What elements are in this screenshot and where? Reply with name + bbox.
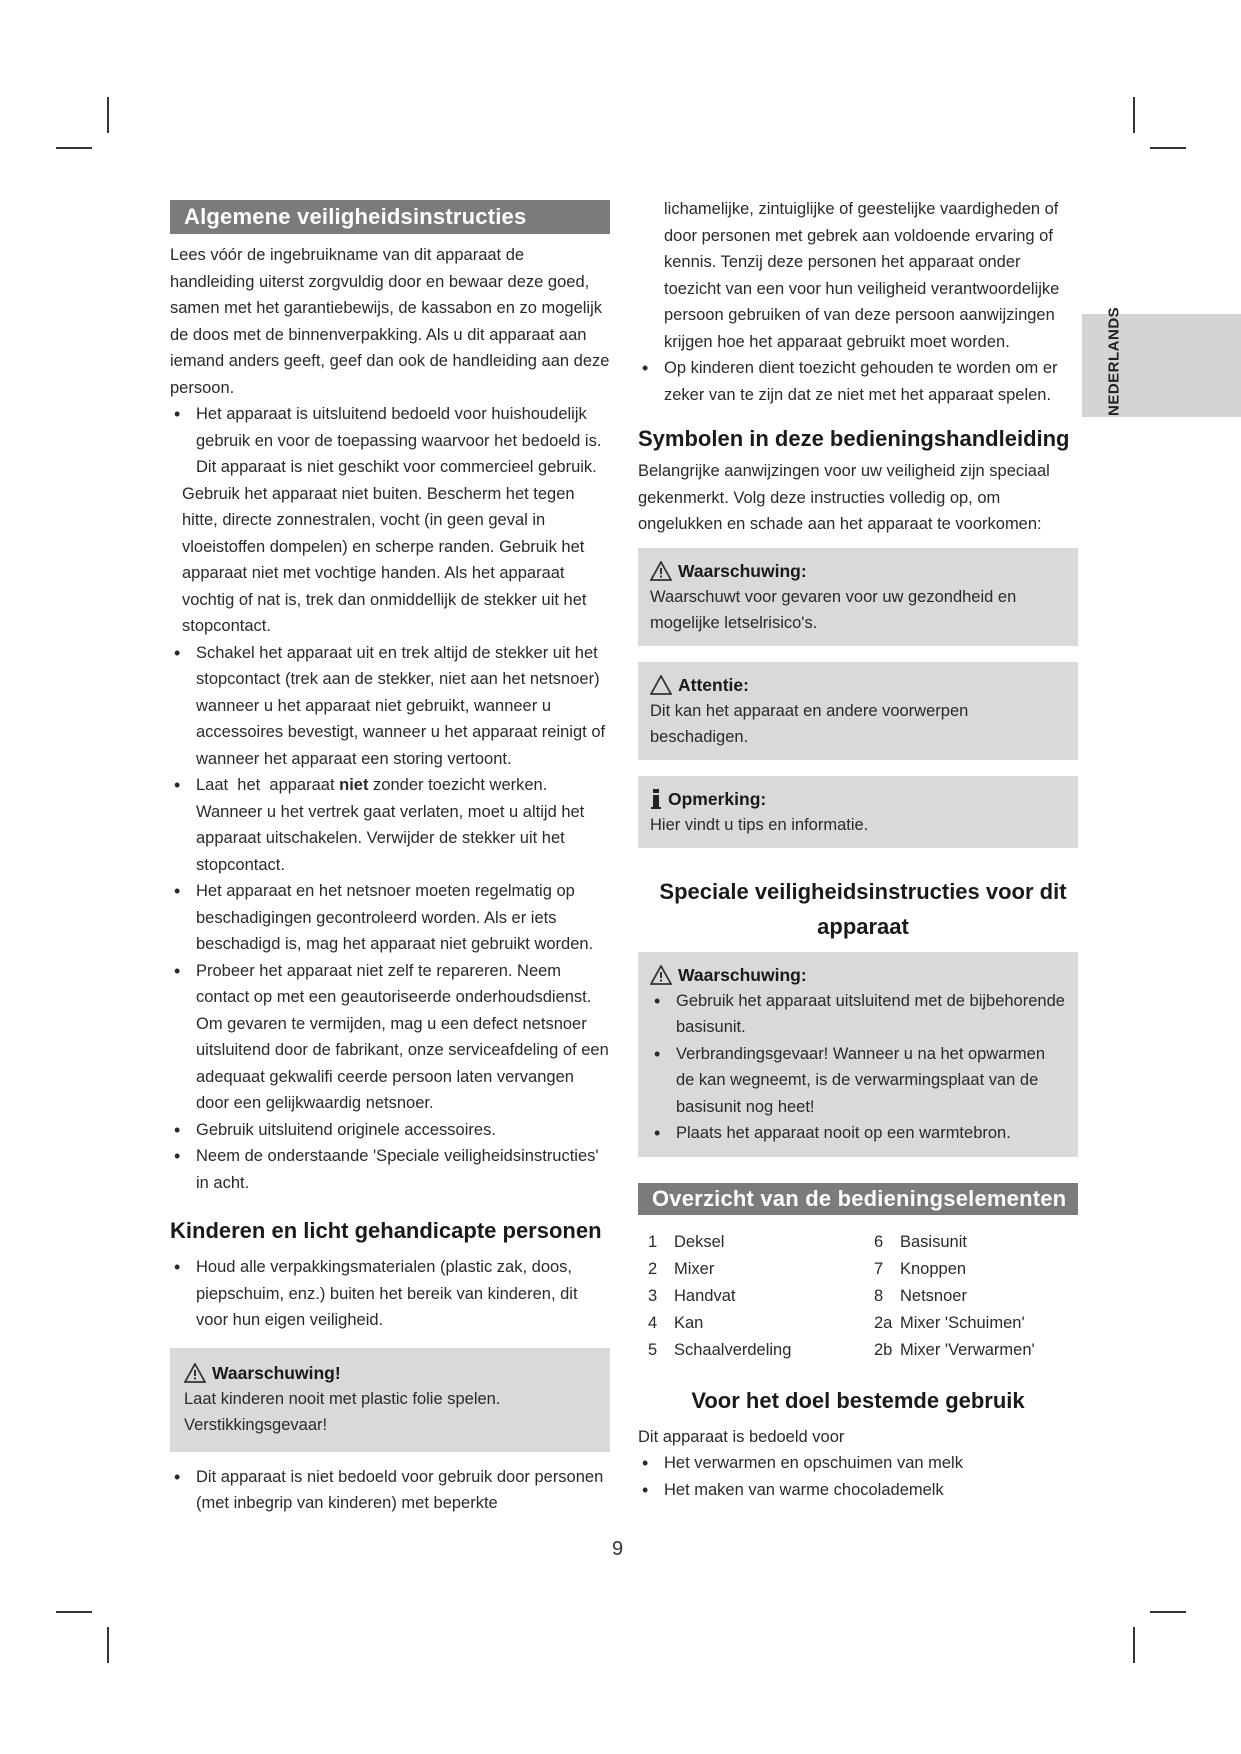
list-item: • Neem de onderstaande 'Speciale veiligheidsinstructies' in acht. bbox=[170, 1143, 610, 1196]
list-item: • Schakel het apparaat uit en trek altijd de stekker uit het stopcontact (trek aan de stekker, niet aan het netsnoer) wanneer u het apparaat niet gebruikt, wanneer u accessoires bevestigt, wanneer u het apparaat reinigt of wanneer het apparaat een storing vertoont. bbox=[170, 640, 610, 773]
children-list bbox=[170, 1254, 610, 1334]
overview-number: 3 bbox=[648, 1286, 658, 1305]
overview-number: 2 bbox=[648, 1259, 658, 1278]
list-item: • Het apparaat is uitsluitend bedoeld voor huishoudelijk gebruik en voor de toepassing waarvoor het bedoeld is. Dit apparaat is niet geschikt voor commercieel gebruik. bbox=[170, 401, 610, 481]
list-item bbox=[170, 772, 610, 878]
crop-mark bbox=[1150, 1611, 1186, 1613]
special-warning-box bbox=[638, 952, 1078, 1157]
overview-number: 7 bbox=[874, 1259, 884, 1278]
attention-title: Attentie: bbox=[678, 674, 749, 695]
warning-box bbox=[638, 548, 1078, 646]
warning-triangle-icon bbox=[650, 561, 672, 581]
overview-label: Netsnoer bbox=[900, 1286, 967, 1305]
warning-title-row bbox=[650, 962, 1066, 988]
list-item: • Verbrandingsgevaar! Wanneer u na het opwarmen de kan wegneemt, is de verwarmingsplaat van de basisunit nog heet! bbox=[650, 1041, 1066, 1121]
list-item: • Plaats het apparaat nooit op een warmtebron. bbox=[650, 1120, 1066, 1147]
note-title: Opmerking: bbox=[668, 788, 767, 809]
crop-mark bbox=[107, 1627, 109, 1663]
right-column bbox=[638, 196, 1078, 1503]
warning-text: Waarschuwt voor gevaren voor uw gezondheid en mogelijke letselrisico's. bbox=[650, 587, 1017, 632]
safety-list bbox=[170, 401, 610, 481]
list-item: • Het apparaat en het netsnoer moeten regelmatig op beschadigingen gecontroleerd worden. Als er iets beschadigd is, mag het apparaat niet gebruikt worden. bbox=[170, 878, 610, 958]
warning-triangle-icon bbox=[184, 1363, 206, 1383]
special-safety-heading: Speciale veiligheidsinstructies voor dit apparaat bbox=[659, 878, 1067, 939]
warning-title-row bbox=[184, 1360, 596, 1386]
outside-paragraph: Gebruik het apparaat niet buiten. Bescherm het tegen hitte, directe zonnestralen, vocht (in geen geval in vloeistoffen dompelen) en scherpe randen. Gebruik het apparaat niet met vochtige handen. Als het apparaat vochtig of nat is, trek dan onmiddellijk de stekker uit het stopcontact. bbox=[182, 484, 587, 635]
children-heading: Kinderen en licht gehandicapte personen bbox=[170, 1218, 602, 1243]
symbols-intro: Belangrijke aanwijzingen voor uw veiligheid zijn speciaal gekenmerkt. Volg deze instructies volledig op, om ongelukken en schade aan het apparaat te voorkomen: bbox=[638, 462, 1050, 533]
safety-list bbox=[170, 640, 610, 1197]
overview-label: Basisunit bbox=[900, 1232, 967, 1251]
general-safety-heading: Algemene veiligheidsinstructies bbox=[170, 200, 610, 234]
attention-title-row bbox=[650, 672, 1066, 698]
note-box bbox=[638, 776, 1078, 848]
continuation-paragraph: lichamelijke, zintuiglijke of geestelijke vaardigheden of door personen met gebrek aan voldoende ervaring of kennis. Tenzij deze personen het apparaat onder toezicht van een voor hun veiligheid verantwoordelijke persoon gebruiken of van deze persoon aanwijzingen krijgen hoe het apparaat gebruikt moet worden. bbox=[664, 200, 1060, 351]
list-item: • Probeer het apparaat niet zelf te repareren. Neem contact op met een geautoriseerde onderhoudsdienst. Om gevaren te vermijden, mag u een defect netsnoer uitsluitend door de fabrikant, onze serviceafdeling of een adequaat gekwalifi ceerde persoon laten vervangen door een gelijkwaardig netsnoer. bbox=[170, 958, 610, 1117]
overview-number: 5 bbox=[648, 1340, 658, 1359]
language-tab-label: NEDERLANDS bbox=[1105, 306, 1123, 416]
warning-triangle-icon bbox=[650, 965, 672, 985]
overview-label: Mixer 'Verwarmen' bbox=[900, 1340, 1035, 1359]
intended-use-heading: Voor het doel bestemde gebruik bbox=[691, 1387, 1025, 1413]
list-item-text: zonder toezicht werken. Wanneer u het vertrek gaat verlaten, moet u altijd het apparaat uitschakelen. Verwijder de stekker uit het stopcontact. bbox=[196, 776, 585, 874]
list-item: • Gebruik uitsluitend originele accessoires. bbox=[170, 1117, 610, 1144]
overview-label: Handvat bbox=[674, 1286, 736, 1305]
warning-title: Waarschuwing: bbox=[678, 964, 807, 985]
overview-number: 6 bbox=[874, 1232, 884, 1251]
left-column bbox=[170, 200, 610, 1517]
symbols-heading: Symbolen in deze bedieningshandleiding bbox=[638, 426, 1070, 451]
crop-mark bbox=[107, 97, 109, 133]
attention-triangle-icon bbox=[650, 675, 672, 695]
warning-title: Waarschuwing! bbox=[212, 1362, 341, 1383]
list-item: • Houd alle verpakkingsmaterialen (plastic zak, doos, piepschuim, enz.) buiten het bereik van kinderen, dit voor hun eigen veiligheid. bbox=[170, 1254, 610, 1334]
overview-label: Deksel bbox=[674, 1232, 725, 1251]
intended-use-intro: Dit apparaat is bedoeld voor bbox=[638, 1427, 845, 1446]
language-tab bbox=[1082, 306, 1241, 417]
special-warning-list bbox=[650, 988, 1066, 1147]
crop-mark bbox=[1133, 1627, 1135, 1663]
overview-label: Mixer bbox=[674, 1259, 715, 1278]
overview-label: Knoppen bbox=[900, 1259, 967, 1278]
crop-mark bbox=[1133, 97, 1135, 133]
crop-mark bbox=[56, 1611, 92, 1613]
children-warning-box bbox=[170, 1348, 610, 1452]
info-icon bbox=[650, 788, 662, 810]
list-item: • Op kinderen dient toezicht gehouden te worden om er zeker van te zijn dat ze niet met het apparaat spelen. bbox=[638, 355, 1078, 408]
overview-grid bbox=[648, 1229, 1078, 1364]
note-title-row bbox=[650, 786, 1066, 812]
warning-text: Laat kinderen nooit met plastic folie spelen. Verstikkingsgevaar! bbox=[184, 1389, 501, 1434]
list-item: • Dit apparaat is niet bedoeld voor gebruik door personen (met inbegrip van kinderen) met beperkte bbox=[170, 1464, 610, 1517]
overview-number: 2b bbox=[874, 1340, 893, 1359]
crop-mark bbox=[56, 147, 92, 149]
list-item: • Gebruik het apparaat uitsluitend met de bijbehorende basisunit. bbox=[650, 988, 1066, 1041]
overview-label: Mixer 'Schuimen' bbox=[900, 1313, 1025, 1332]
warning-title: Waarschuwing: bbox=[678, 560, 807, 581]
attention-box bbox=[638, 662, 1078, 760]
children-list-2 bbox=[170, 1464, 610, 1517]
crop-mark bbox=[1150, 147, 1186, 149]
intro-paragraph: Lees vóór de ingebruikname van dit apparaat de handleiding uiterst zorgvuldig door en bewaar deze goed, samen met het garantiebewijs, de kassabon en zo mogelijk de doos met de binnenverpakking. Als u dit apparaat aan iemand anders geeft, geef dan ook de handleiding aan deze persoon. bbox=[170, 246, 610, 397]
warning-title-row bbox=[650, 558, 1066, 584]
list-item: • Het verwarmen en opschuimen van melk bbox=[638, 1450, 1078, 1477]
overview-number: 1 bbox=[648, 1232, 658, 1251]
list-item-text: Laat het apparaat bbox=[196, 776, 340, 794]
overview-label: Schaalverdeling bbox=[674, 1340, 792, 1359]
attention-text: Dit kan het apparaat en andere voorwerpen beschadigen. bbox=[650, 701, 969, 746]
overview-number: 2a bbox=[874, 1313, 893, 1332]
overview-heading: Overzicht van de bedieningselementen bbox=[638, 1183, 1078, 1215]
overview-label: Kan bbox=[674, 1313, 704, 1332]
note-text: Hier vindt u tips en informatie. bbox=[650, 815, 869, 834]
intended-use-list bbox=[638, 1450, 1078, 1503]
supervise-list bbox=[638, 355, 1078, 408]
overview-number: 8 bbox=[874, 1286, 884, 1305]
page-number: 9 bbox=[612, 1538, 624, 1560]
list-item: • Het maken van warme chocolademelk bbox=[638, 1477, 1078, 1504]
bold-word: niet bbox=[339, 776, 369, 794]
overview-number: 4 bbox=[648, 1313, 658, 1332]
